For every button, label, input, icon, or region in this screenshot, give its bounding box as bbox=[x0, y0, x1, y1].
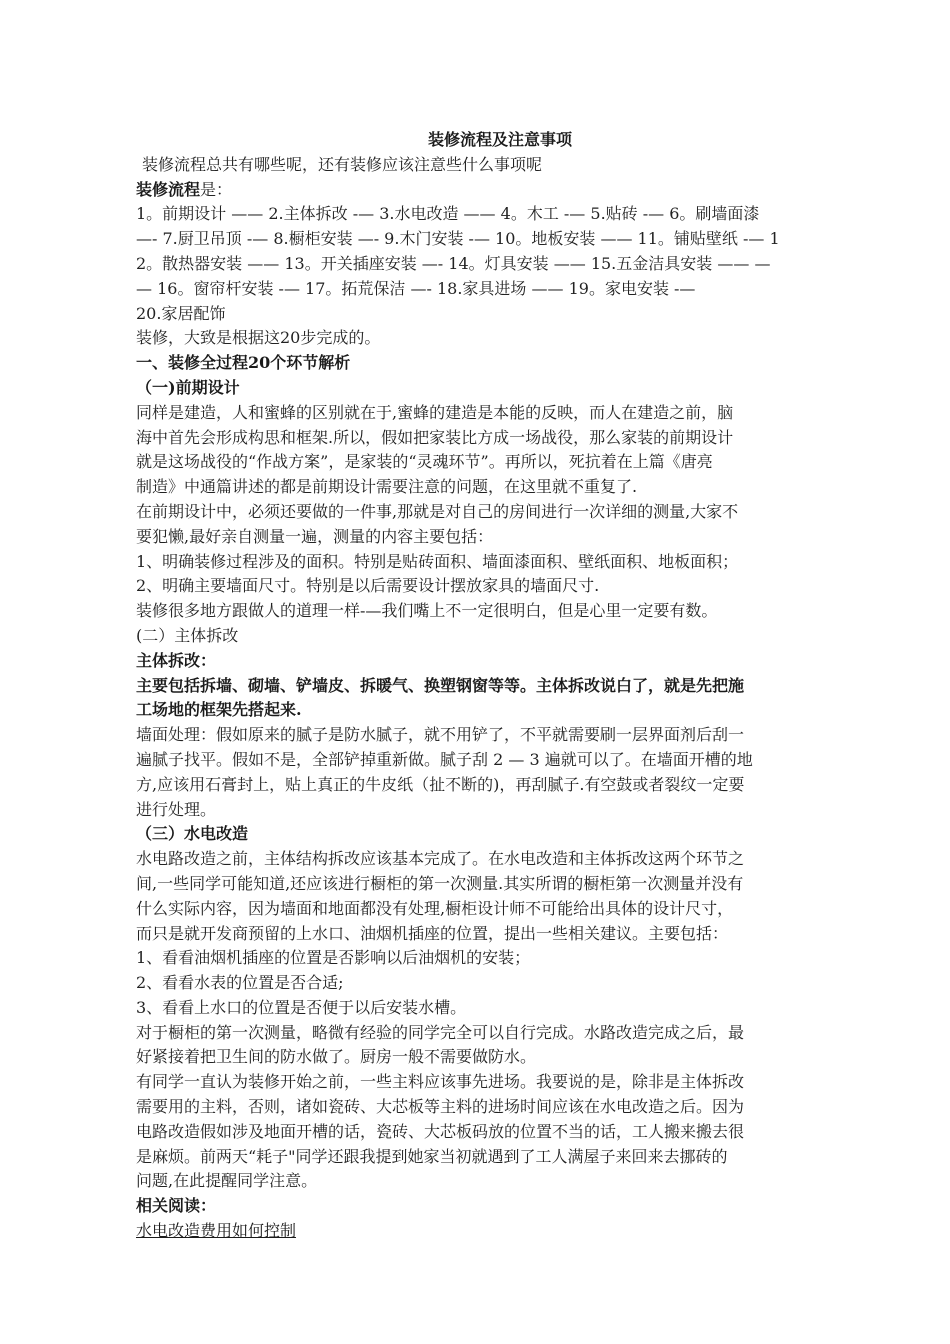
paragraph-line: 好紧接着把卫生间的防水做了。厨房一般不需要做防水。 bbox=[136, 1047, 537, 1067]
subsection-heading-plumbing: （三）水电改造 bbox=[136, 824, 249, 844]
paragraph-line-bold: 工场地的框架先搭起来. bbox=[136, 700, 302, 720]
paragraph-line: 同样是建造，人和蜜蜂的区别就在于,蜜蜂的建造是本能的反映，而人在建造之前，脑 bbox=[136, 402, 734, 422]
paragraph-line: 有同学一直认为装修开始之前，一些主料应该事先进场。我要说的是，除非是主体拆改 bbox=[136, 1072, 745, 1092]
paragraph-line: 墙面处理：假如原来的腻子是防水腻子，就不用铲了，不平就需要刷一层界面剂后刮一 bbox=[136, 725, 745, 745]
related-reading-label: 相关阅读： bbox=[136, 1196, 217, 1216]
related-reading-link[interactable]: 水电改造费用如何控制 bbox=[136, 1221, 297, 1241]
paragraph-line: 2、看看水表的位置是否合适; bbox=[136, 973, 344, 993]
subsection-heading-demolition: (二）主体拆改 bbox=[136, 625, 239, 645]
subsection-heading-design: （一)前期设计 bbox=[136, 377, 240, 397]
paragraph-line-bold: 主要包括拆墙、砌墙、铲墙皮、拆暖气、换塑钢窗等等。主体拆改说白了，就是先把施 bbox=[136, 675, 745, 695]
paragraph-line: 制造》中通篇讲述的都是前期设计需要注意的问题，在这里就不重复了. bbox=[136, 477, 638, 497]
flow-line: 1。前期设计 —— 2.主体拆改 -— 3.水电改造 —— 4。木工 -— 5.贴砖 -— 6。刷墙面漆 bbox=[136, 204, 760, 224]
paragraph-line: 需要用的主料，否则，诸如瓷砖、大芯板等主料的进场时间应该在水电改造之后。因为 bbox=[136, 1097, 745, 1117]
flow-summary: 装修，大致是根据这20步完成的。 bbox=[136, 328, 381, 348]
document-title: 装修流程及注意事项 bbox=[427, 130, 572, 149]
paragraph-line: 什么实际内容，因为墙面和地面都没有处理,橱柜设计师不可能给出具体的设计尺寸， bbox=[136, 898, 734, 918]
paragraph-line: 海中首先会形成构思和框架.所以，假如把家装比方成一场战役，那么家装的前期设计 bbox=[136, 427, 734, 447]
paragraph-line: 电路改造假如涉及地面开槽的话，瓷砖、大芯板码放的位置不当的话，工人搬来搬去很 bbox=[136, 1121, 745, 1141]
paragraph-line: 1、明确装修过程涉及的面积。特别是贴砖面积、墙面漆面积、壁纸面积、地板面积； bbox=[136, 551, 739, 571]
paragraph-line: 间,一些同学可能知道,还应该进行橱柜的第一次测量.其实所谓的橱柜第一次测量并没有 bbox=[136, 873, 744, 893]
flow-label-bold: 装修流程 bbox=[136, 179, 201, 199]
paragraph-line: 在前期设计中，必须还要做的一件事,那就是对自己的房间进行一次详细的测量,大家不 bbox=[136, 501, 739, 521]
document-subtitle: 装修流程总共有哪些呢，还有装修应该注意些什么事项呢 bbox=[142, 154, 543, 174]
paragraph-line: 遍腻子找平。假如不是，全部铲掉重新做。腻子刮 2 — 3 遍就可以了。在墙面开槽的地 bbox=[136, 749, 753, 769]
flow-line: — 16。窗帘杆安装 -— 17。拓荒保洁 —- 18.家具进场 —— 19。家电安装 -— bbox=[136, 278, 696, 298]
paragraph-line: 问题,在此提醒同学注意。 bbox=[136, 1171, 318, 1191]
paragraph-line: 装修很多地方跟做人的道理一样-—我们嘴上不一定很明白，但是心里一定要有数。 bbox=[136, 601, 718, 621]
paragraph-line: 方,应该用石膏封上，贴上真正的牛皮纸（扯不断的)，再刮腻子.有空鼓或者裂纹一定要 bbox=[136, 774, 745, 794]
paragraph-line: 2、明确主要墙面尺寸。特别是以后需要设计摆放家具的墙面尺寸. bbox=[136, 576, 600, 596]
flow-line: 2。散热器安装 —— 13。开关插座安装 —- 14。灯具安装 —— 15.五金洁具安装 —— — bbox=[136, 253, 771, 273]
paragraph-line: 而只是就开发商预留的上水口、油烟机插座的位置，提出一些相关建议。主要包括： bbox=[136, 923, 729, 943]
paragraph-line: 3、看看上水口的位置是否便于以后安装水槽。 bbox=[136, 997, 467, 1017]
flow-label bbox=[136, 178, 864, 203]
flow-line: —- 7.厨卫吊顶 -— 8.橱柜安装 —- 9.木门安装 -— 10。地板安装 —— 11。铺贴壁纸 -— 1 bbox=[136, 229, 780, 249]
document-body bbox=[136, 128, 864, 1244]
paragraph-line: 就是这场战役的“作战方案”，是家装的“灵魂环节”。再所以，死抗着在上篇《唐亮 bbox=[136, 452, 713, 472]
paragraph-line: 1、看看油烟机插座的位置是否影响以后油烟机的安装； bbox=[136, 948, 531, 968]
paragraph-line: 进行处理。 bbox=[136, 799, 217, 819]
demolition-label: 主体拆改： bbox=[136, 650, 217, 670]
paragraph-line: 水电路改造之前，主体结构拆改应该基本完成了。在水电改造和主体拆改这两个环节之 bbox=[136, 849, 745, 869]
section-heading: 一、装修全过程20个环节解析 bbox=[136, 353, 351, 373]
paragraph-line: 要犯懒,最好亲自测量一遍，测量的内容主要包括： bbox=[136, 526, 494, 546]
paragraph-line: 是麻烦。前两天“耗子"同学还跟我提到她家当初就遇到了工人满屋子来回来去挪砖的 bbox=[136, 1146, 728, 1166]
flow-line: 20.家居配饰 bbox=[136, 303, 226, 323]
paragraph-line: 对于橱柜的第一次测量，略微有经验的同学完全可以自行完成。水路改造完成之后，最 bbox=[136, 1022, 745, 1042]
flow-label-rest: 是： bbox=[200, 179, 233, 199]
